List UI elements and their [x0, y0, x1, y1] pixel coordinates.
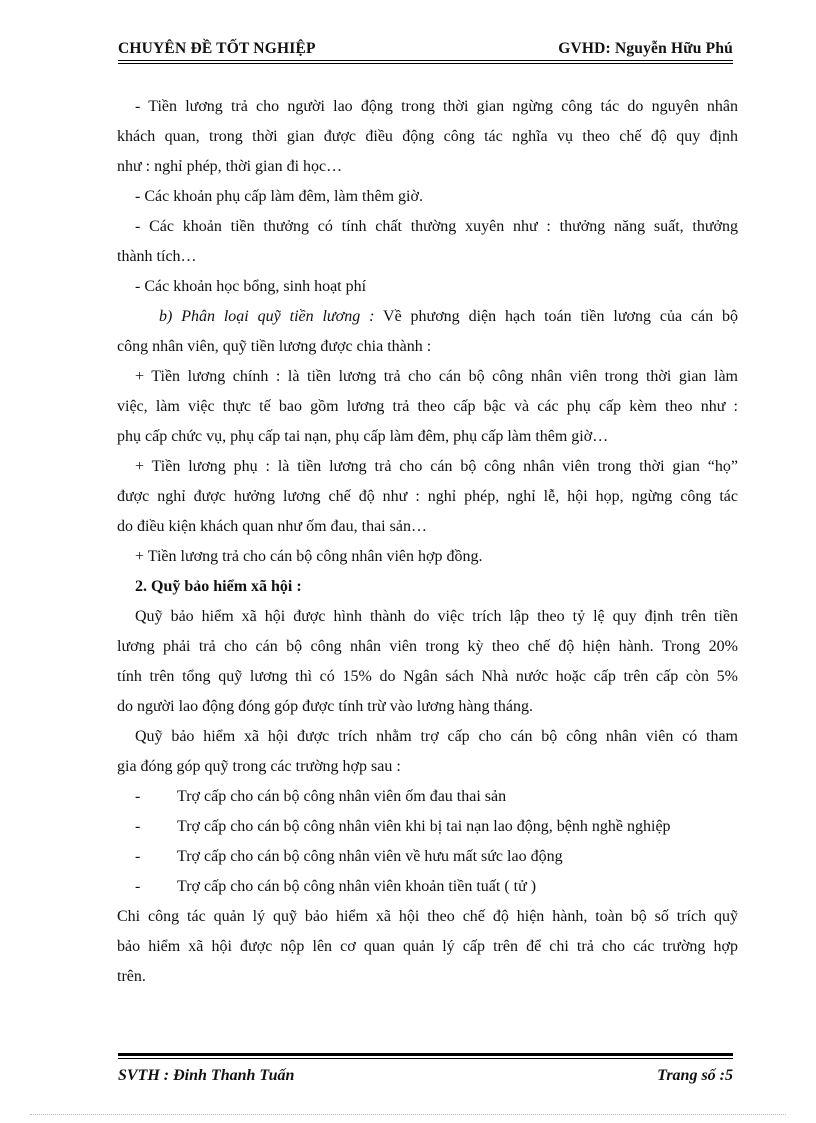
bullet-marker: -: [135, 788, 141, 805]
text-line: Chi công tác quản lý quỹ bảo hiểm xã hội theo chế độ hiện hành, toàn bộ số trích quỹ: [117, 908, 738, 925]
page-header: [118, 38, 733, 64]
bullet-marker: -: [135, 848, 141, 865]
text-line: phụ cấp chức vụ, phụ cấp tai nạn, phụ cấp làm đêm, phụ cấp làm thêm giờ…: [117, 428, 609, 445]
text-line: do người lao động đóng góp được tính trừ vào lương hàng tháng.: [117, 698, 534, 715]
text-line: việc, làm việc thực tế bao gồm lương trả theo cấp bậc và các phụ cấp kèm theo như :: [117, 398, 738, 415]
list-item-text: Trợ cấp cho cán bộ công nhân viên khoản tiền tuất ( tử ): [177, 878, 537, 895]
section-heading: 2. Quỹ bảo hiểm xã hội :: [135, 578, 302, 595]
header-rule: [118, 60, 733, 61]
text-line: bảo hiểm xã hội được nộp lên cơ quan quản lý cấp trên để chi trả cho các trường hợp: [117, 938, 738, 955]
text-line: - Các khoản phụ cấp làm đêm, làm thêm giờ.: [135, 188, 423, 205]
list-item-text: Trợ cấp cho cán bộ công nhân viên về hưu mất sức lao động: [177, 848, 563, 865]
header-title: CHUYÊN ĐỀ TỐT NGHIỆP: [118, 40, 316, 57]
header-rule-thin: [118, 63, 733, 64]
text-span: Về phương diện hạch toán tiền lương của cán bộ: [374, 308, 739, 325]
page-edge-divider: [30, 1114, 786, 1115]
text-line: Quỹ bảo hiểm xã hội được trích nhằm trợ cấp cho cán bộ công nhân viên có tham: [135, 728, 738, 745]
text-line: - Các khoản học bổng, sinh hoạt phí: [135, 278, 367, 295]
text-line: do điều kiện khách quan như ốm đau, thai sản…: [117, 518, 427, 535]
text-line: công nhân viên, quỹ tiền lương được chia thành :: [117, 338, 432, 355]
text-line: tính trên tổng quỹ lương thì có 15% do Ngân sách Nhà nước hoặc cấp trên cấp còn 5%: [117, 668, 738, 685]
footer-rule-thin: [118, 1058, 733, 1059]
footer-row: [118, 1067, 733, 1095]
subsection-label: b) Phân loại quỹ tiền lương :: [159, 308, 375, 325]
text-line: + Tiền lương trả cho cán bộ công nhân viên hợp đồng.: [135, 548, 483, 565]
list-item: [117, 782, 738, 812]
list-item: [117, 842, 738, 872]
list-item: [117, 872, 738, 902]
list-item: [117, 812, 738, 842]
text-line: được nghỉ được hưởng lương chế độ như : nghỉ phép, nghỉ lễ, hội họp, ngừng công tác: [117, 488, 738, 505]
bullet-marker: -: [135, 878, 141, 895]
text-line: thành tích…: [117, 248, 197, 265]
list-item-text: Trợ cấp cho cán bộ công nhân viên ốm đau thai sản: [177, 788, 507, 805]
text-line: [117, 302, 738, 332]
list-item-text: Trợ cấp cho cán bộ công nhân viên khi bị tai nạn lao động, bệnh nghề nghiệp: [177, 818, 671, 835]
document-body: [117, 92, 738, 992]
text-line: Quỹ bảo hiểm xã hội được hình thành do việc trích lập theo tỷ lệ quy định trên tiền: [135, 608, 738, 625]
text-line: khách quan, trong thời gian được điều động công tác nghĩa vụ theo chế độ quy định: [117, 128, 738, 145]
page-number: Trang số :5: [657, 1067, 733, 1084]
text-line: - Tiền lương trả cho người lao động trong thời gian ngừng công tác do nguyên nhân: [135, 98, 738, 115]
page-footer: [118, 1053, 733, 1095]
text-line: như : nghỉ phép, thời gian đi học…: [117, 158, 343, 175]
text-line: - Các khoản tiền thưởng có tính chất thường xuyên như : thưởng năng suất, thưởng: [135, 218, 738, 235]
text-line: trên.: [117, 968, 146, 985]
text-line: + Tiền lương chính : là tiền lương trả cho cán bộ công nhân viên trong thời gian làm: [135, 368, 738, 385]
footer-author: SVTH : Đinh Thanh Tuấn: [118, 1067, 295, 1084]
text-line: lương phải trả cho cán bộ công nhân viên trong kỳ theo chế độ hiện hành. Trong 20%: [117, 638, 738, 655]
footer-rule: [118, 1053, 733, 1056]
text-line: gia đóng góp quỹ trong các trường hợp sau :: [117, 758, 401, 775]
bullet-marker: -: [135, 818, 141, 835]
text-line: + Tiền lương phụ : là tiền lương trả cho cán bộ công nhân viên trong thời gian “họ”: [135, 458, 738, 475]
header-advisor: GVHD: Nguyễn Hữu Phú: [558, 40, 733, 57]
